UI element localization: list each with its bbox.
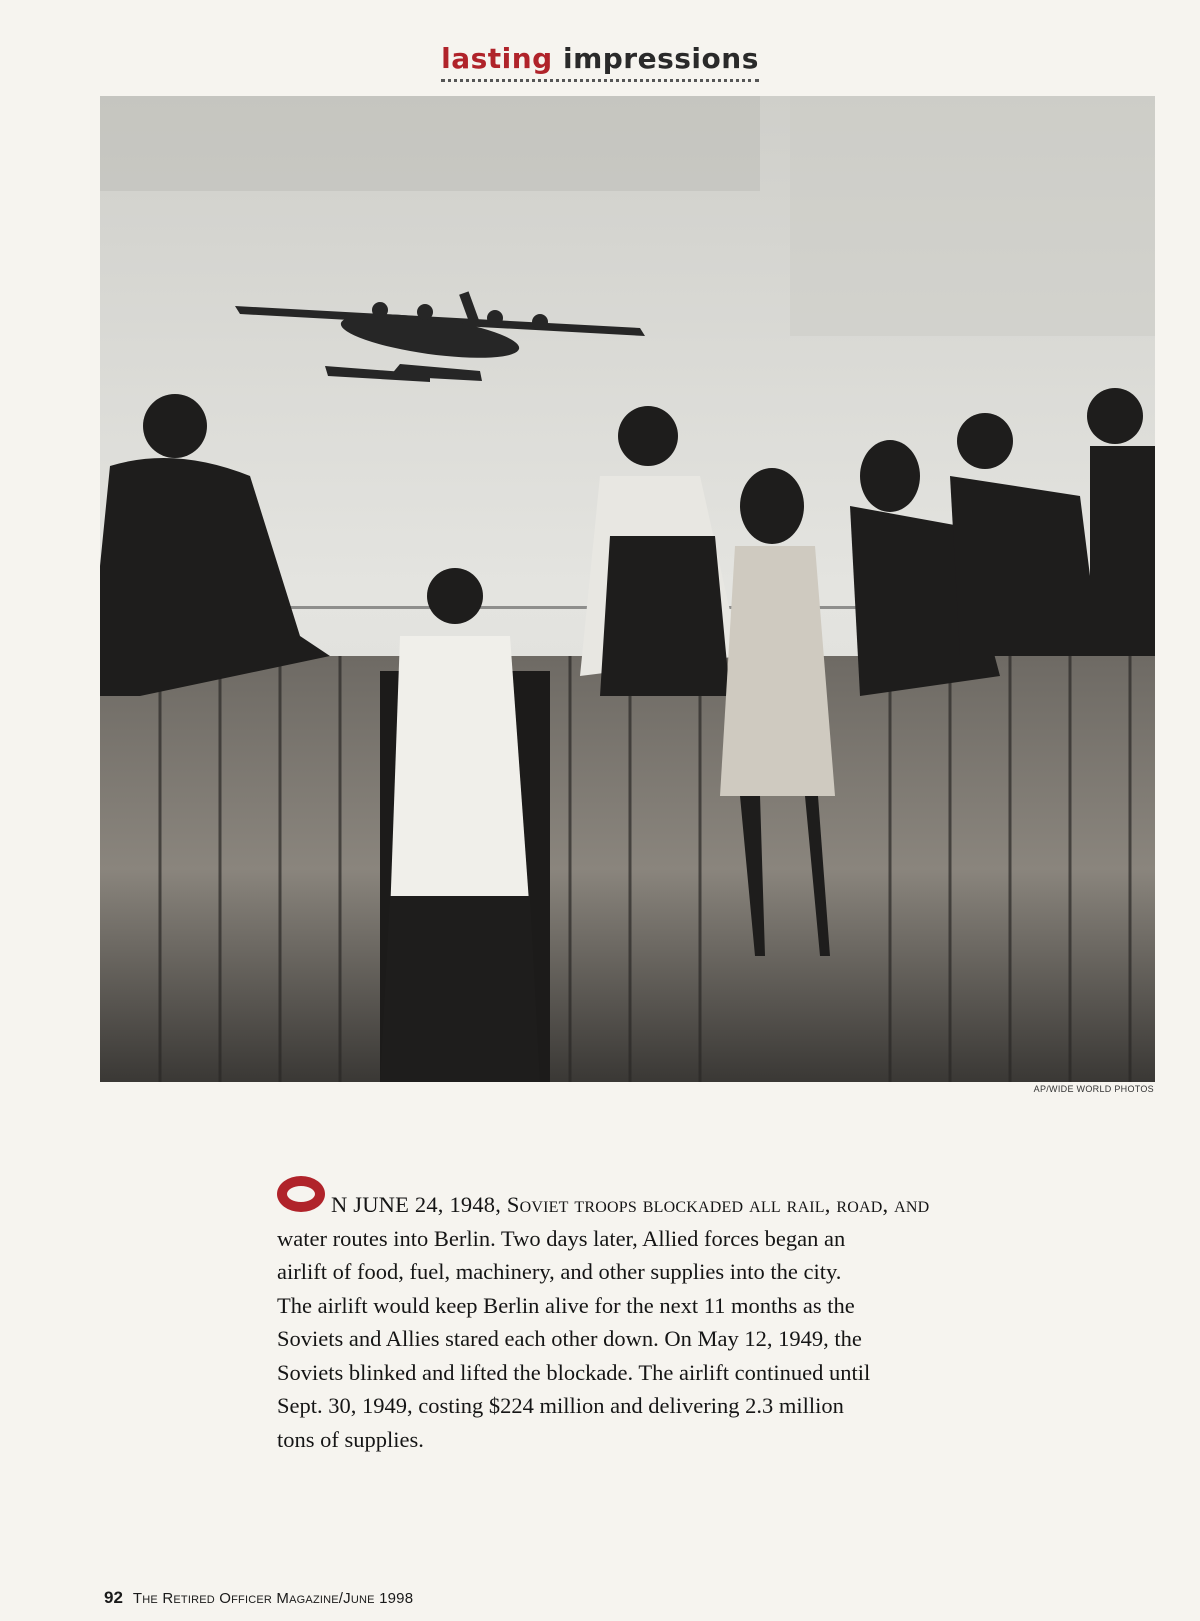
section-header <box>0 42 1200 82</box>
article-line-3: airlift of food, fuel, machinery, and other supplies into the city. <box>277 1259 842 1284</box>
article-line-6: Soviets blinked and lifted the blockade. The airlift continued until <box>277 1359 871 1385</box>
show-through-band <box>100 96 760 191</box>
section-title <box>441 42 759 82</box>
page-number: 92 <box>104 1588 123 1607</box>
dropcap-o <box>277 1176 325 1212</box>
article-line-7: Sept. 30, 1949, costing $224 million and delivering 2.3 million <box>277 1393 844 1418</box>
magazine-issue: The Retired Officer Magazine/June 1998 <box>132 1590 414 1607</box>
section-title-word-impressions: impressions <box>562 42 759 75</box>
wooden-fence <box>100 656 1155 1082</box>
article-line-5: Soviets and Allies stared each other down. On May 12, 1949, the <box>277 1326 862 1351</box>
article-line-8: tons of supplies. <box>277 1426 424 1452</box>
page-footer <box>104 1588 413 1608</box>
article-body <box>277 1180 997 1456</box>
berlin-airlift-photo <box>100 96 1155 1082</box>
article-line-2: water routes into Berlin. Two days later, Allied forces began an <box>277 1225 846 1251</box>
photo-credit: AP/WIDE WORLD PHOTOS <box>1033 1084 1154 1094</box>
show-through-column <box>790 96 1155 336</box>
article-line-4: The airlift would keep Berlin alive for the next 11 months as the <box>277 1292 855 1318</box>
photo-illustration <box>100 96 1155 1082</box>
article-lead-text: N JUNE 24, 1948, Soviet troops blockaded all rail, road, and <box>331 1192 930 1217</box>
article-line-1 <box>277 1180 997 1222</box>
section-title-word-lasting: lasting <box>441 42 553 75</box>
